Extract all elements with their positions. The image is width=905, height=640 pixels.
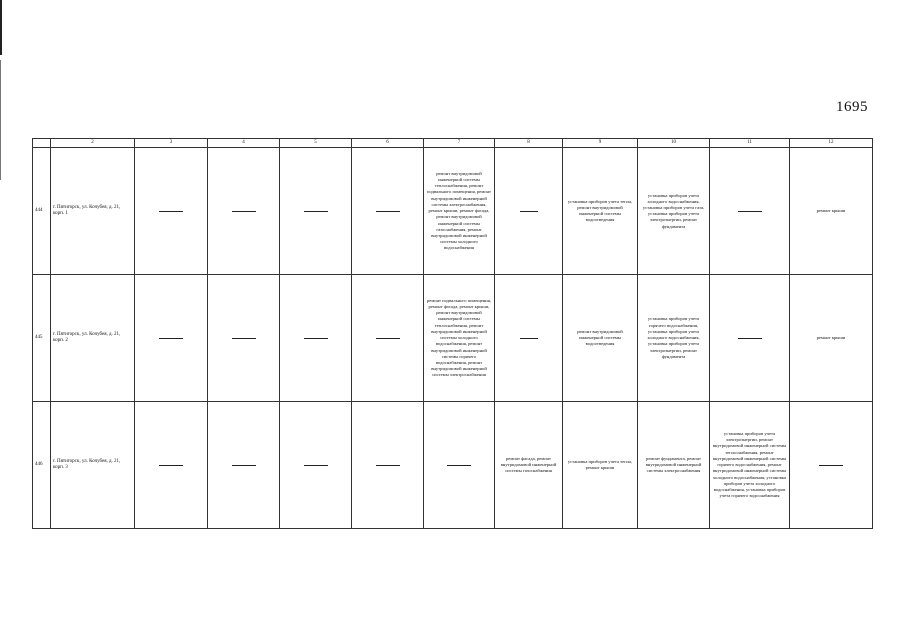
- col-header: 4: [208, 139, 280, 148]
- empty-cell: [135, 148, 208, 275]
- col-header: 9: [563, 139, 638, 148]
- dash-mark: [376, 338, 400, 339]
- table-row: [33, 148, 873, 275]
- empty-cell: [280, 402, 352, 529]
- dash-mark: [232, 338, 256, 339]
- dash-mark: [232, 211, 256, 212]
- col-header: 5: [280, 139, 352, 148]
- empty-cell: [710, 148, 790, 275]
- dash-mark: [376, 465, 400, 466]
- dash-mark: [520, 338, 538, 339]
- empty-cell: [280, 148, 352, 275]
- empty-cell: [424, 402, 495, 529]
- col-header: 7: [424, 139, 495, 148]
- page-number: 1695: [836, 99, 868, 115]
- dash-mark: [304, 465, 328, 466]
- dash-mark: [159, 211, 183, 212]
- dash-mark: [447, 465, 471, 466]
- address-cell: г. Пятигорск, ул. Кочубея, д. 21, корп. 3: [51, 402, 135, 529]
- works-cell: ремонт фасада, ремонт внутридомовой инженерной системы газоснабжения: [495, 402, 563, 529]
- empty-cell: [135, 275, 208, 402]
- works-cell: ремонт подвального помещения, ремонт фасада, ремонт крыши, ремонт внутридомовой инженерной системы теплоснабжения, ремонт внутридомовой инженерной системы холодного водоснабжения, ремонт внутридомовой инженерной системы горячего водоснабжения, ремонт внутридомовой инженерной системы электроснабжения: [424, 275, 495, 402]
- table-row: [33, 402, 873, 529]
- row-number: 444: [33, 148, 51, 275]
- col-header: 2: [51, 139, 135, 148]
- dash-mark: [304, 211, 328, 212]
- empty-cell: [208, 148, 280, 275]
- address-cell: г. Пятигорск, ул. Кочубея, д. 21, корп. 1: [51, 148, 135, 275]
- dash-mark: [738, 338, 762, 339]
- works-cell: установка приборов учета холодного водоснабжения, установка приборов учета газа, установка приборов учета электроэнергии, ремонт фундамента: [638, 148, 710, 275]
- page-edge-mark: [0, 60, 1, 180]
- dash-mark: [232, 465, 256, 466]
- col-header: 3: [135, 139, 208, 148]
- works-cell: ремонт крыши: [790, 148, 873, 275]
- empty-cell: [495, 275, 563, 402]
- address-cell: г. Пятигорск, ул. Кочубея, д. 21, корп. 2: [51, 275, 135, 402]
- works-cell: установка приборов учета тепла, ремонт внутридомовой инженерной системы водоотведения: [563, 148, 638, 275]
- table-row: [33, 275, 873, 402]
- dash-mark: [520, 211, 538, 212]
- col-header: 10: [638, 139, 710, 148]
- works-cell: установка приборов учета электроэнергии, ремонт внутридомовой инженерной системы теплоснабжения, ремонт внутридомовой инженерной системы горячего водоснабжения, ремонт внутридомовой инженерной системы холодного водоснабжения, установка приборов учета холодного водоснабжения, установка приборов учета горячего водоснабжения: [710, 402, 790, 529]
- works-cell: ремонт фундамента, ремонт внутридомовой инженерной системы электроснабжения: [638, 402, 710, 529]
- dash-mark: [159, 465, 183, 466]
- dash-mark: [159, 338, 183, 339]
- col-header: 6: [352, 139, 424, 148]
- col-header: [33, 139, 51, 148]
- row-number: 445: [33, 275, 51, 402]
- dash-mark: [376, 211, 400, 212]
- register-table: [32, 138, 873, 529]
- col-header: 12: [790, 139, 873, 148]
- empty-cell: [280, 275, 352, 402]
- empty-cell: [352, 275, 424, 402]
- empty-cell: [352, 148, 424, 275]
- works-cell: ремонт внутридомовой инженерной системы водоотведения: [563, 275, 638, 402]
- empty-cell: [495, 148, 563, 275]
- works-cell: ремонт внутридомовой инженерной системы теплоснабжения, ремонт подвального помещения, ремонт внутридомовой инженерной системы электроснабжения, ремонт крыши, ремонт фасада, ремонт внутридомовой инженерной системы газоснабжения, ремонт внутридомовой инженерной системы холодного водоснабжения: [424, 148, 495, 275]
- header-row: [33, 139, 873, 148]
- col-header: 11: [710, 139, 790, 148]
- works-cell: установка приборов учета горячего водоснабжения, установка приборов учета холодного водоснабжения, установка приборов учета электроэнергии, ремонт фундамента: [638, 275, 710, 402]
- empty-cell: [790, 402, 873, 529]
- col-header: 8: [495, 139, 563, 148]
- empty-cell: [710, 275, 790, 402]
- empty-cell: [352, 402, 424, 529]
- dash-mark: [304, 338, 328, 339]
- empty-cell: [208, 402, 280, 529]
- works-cell: установка приборов учета тепла, ремонт крыши: [563, 402, 638, 529]
- empty-cell: [208, 275, 280, 402]
- dash-mark: [819, 465, 843, 466]
- row-number: 446: [33, 402, 51, 529]
- page-edge-mark: [0, 0, 2, 55]
- dash-mark: [738, 211, 762, 212]
- works-cell: ремонт крыши: [790, 275, 873, 402]
- empty-cell: [135, 402, 208, 529]
